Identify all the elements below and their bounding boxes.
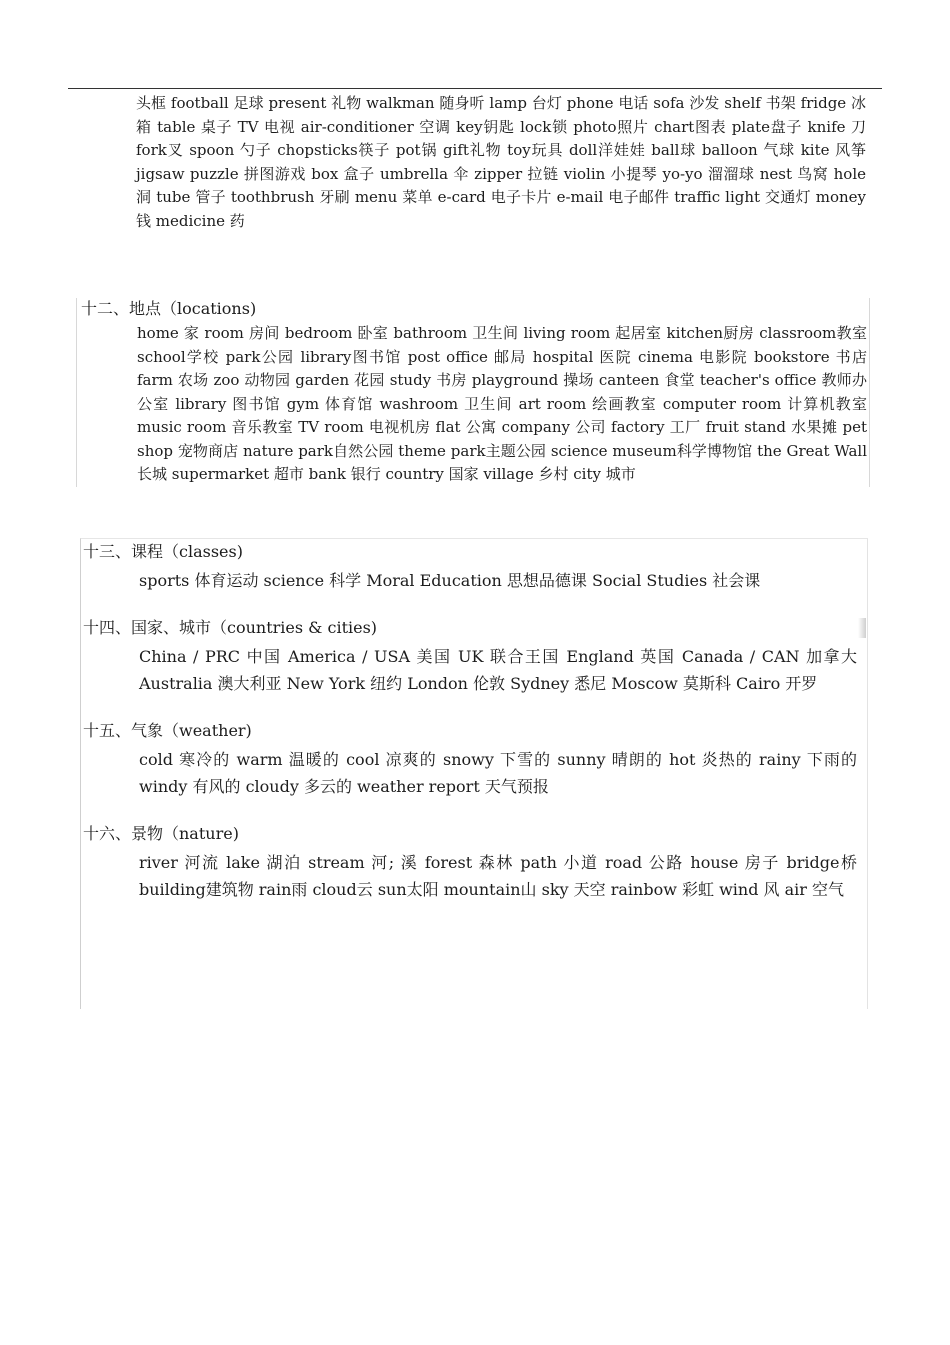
scan-edge-shadow — [858, 618, 866, 638]
classes-word-list: sports 体育运动 science 科学 Moral Education 思想品德课 Social Studies 社会课 — [139, 571, 761, 590]
section-heading-locations: 十二、地点（locations) — [81, 299, 257, 318]
countries-word-list: China / PRC 中国 America / USA 美国 UK 联合王国 England 英国 Canada / CAN 加拿大 Australia 澳大利亚 New York 纽约 London 伦敦 Sydney 悉尼 Moscow 莫斯科 Cairo 开罗 — [139, 646, 857, 693]
section-classes — [81, 541, 867, 595]
nature-word-list: river 河流 lake 湖泊 stream 河; 溪 forest 森林 path 小道 road 公路 house 房子 bridge桥 building建筑物 rain雨 cloud云 sun太阳 mountain山 sky 天空 rainbow 彩虹 wind 风 air 空气 — [139, 852, 857, 899]
locations-word-list: home 家 room 房间 bedroom 卧室 bathroom 卫生间 living room 起居室 kitchen厨房 classroom教室 school学校 park公园 library图书馆 post office 邮局 hospital 医院 cinema 电影院 bookstore 书店 farm 农场 zoo 动物园 garden 花园 study 书房 playground 操场 canteen 食堂 teacher's office 教师办公室 library 图书馆 gym 体育馆 washroom 卫生间 art room 绘画教室 computer room 计算机教室 music room 音乐教室 TV room 电视机房 flat 公寓 company 公司 factory 工厂 fruit stand 水果摊 pet shop 宠物商店 nature park自然公园 theme park主题公园 science museum科学博物馆 the Great Wall 长城 supermarket 超市 bank 银行 country 国家 village 乡村 city 城市 — [137, 324, 867, 483]
weather-word-list: cold 寒冷的 warm 温暖的 cool 凉爽的 snowy 下雪的 sunny 晴朗的 hot 炎热的 rainy 下雨的 windy 有风的 cloudy 多云的 weather report 天气预报 — [139, 749, 857, 796]
section-heading-countries: 十四、国家、城市（countries & cities) — [83, 617, 378, 637]
items-word-list: 头框 football 足球 present 礼物 walkman 随身听 lamp 台灯 phone 电话 sofa 沙发 shelf 书架 fridge 冰箱 table 桌子 TV 电视 air-conditioner 空调 key钥匙 lock锁 photo照片 chart图表 plate盘子 knife 刀 fork叉 spoon 勺子 chopsticks筷子 pot锅 gift礼物 toy玩具 doll洋娃娃 ball球 balloon 气球 kite 风筝 jigsaw puzzle 拼图游戏 box 盒子 umbrella 伞 zipper 拉链 violin 小提琴 yo-yo 溜溜球 nest 鸟窝 hole 洞 tube 管子 toothbrush 牙刷 menu 菜单 e-card 电子卡片 e-mail 电子邮件 traffic light 交通灯 money 钱 medicine 药 — [136, 94, 866, 230]
section-countries — [81, 617, 867, 698]
section-weather — [81, 720, 867, 801]
section-heading-nature: 十六、景物（nature) — [83, 823, 239, 843]
section-heading-classes: 十三、课程（classes) — [83, 542, 243, 561]
top-rule — [68, 88, 882, 89]
section-heading-weather: 十五、气象（weather) — [83, 720, 252, 740]
section-nature — [81, 823, 867, 904]
sections-classes-to-nature — [80, 538, 868, 1009]
section-locations — [76, 298, 870, 487]
vocabulary-block-items — [76, 92, 868, 233]
